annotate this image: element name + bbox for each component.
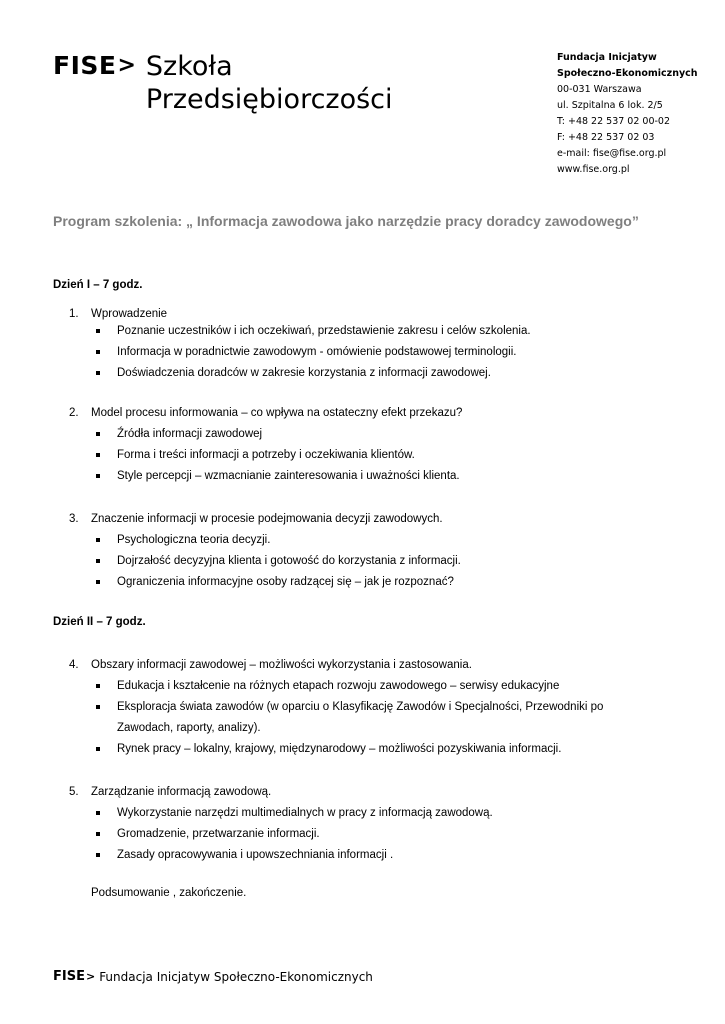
bullet-icon — [96, 453, 100, 457]
bullet-icon — [96, 580, 100, 584]
section-5 — [69, 785, 493, 866]
list-item: Ograniczenia informacyjne osoby radzącej się – jak je rozpoznać? — [69, 572, 461, 593]
section-1 — [69, 307, 531, 384]
list-item: Edukacja i kształcenie na różnych etapach rozwoju zawodowego – serwisy edukacyjne — [69, 676, 647, 697]
section-4 — [69, 658, 647, 760]
list-item: Forma i treści informacji a potrzeby i oczekiwania klientów. — [69, 445, 462, 466]
list-item: Style percepcji – wzmacnianie zainteresowania i uważności klienta. — [69, 466, 462, 487]
document-title: Program szkolenia: „ Informacja zawodowa jako narzędzie pracy doradcy zawodowego” — [53, 213, 639, 229]
fax-number: F: +48 22 537 02 03 — [557, 132, 655, 143]
org-name-line-2: Społeczno-Ekonomicznych — [557, 68, 698, 79]
list-item: Dojrzałość decyzyjna klienta i gotowość do korzystania z informacji. — [69, 551, 461, 572]
bullet-icon — [96, 853, 100, 857]
list-item: Rynek pracy – lokalny, krajowy, międzynarodowy – możliwości pozyskiwania informacji. — [69, 739, 647, 760]
bullet-icon — [96, 371, 100, 375]
day-2-heading: Dzień II – 7 godz. — [53, 616, 146, 628]
section-3 — [69, 512, 461, 593]
street-address: ul. Szpitalna 6 lok. 2/5 — [557, 100, 663, 111]
contact-block — [557, 50, 698, 178]
logo — [53, 50, 393, 116]
bullet-icon — [96, 538, 100, 542]
day-1-heading: Dzień I – 7 godz. — [53, 279, 143, 291]
org-name-line-1: Fundacja Inicjatyw — [557, 52, 657, 63]
bullet-icon — [96, 559, 100, 563]
list-item: Informacja w poradnictwie zawodowym - omówienie podstawowej terminologii. — [69, 342, 531, 363]
section-heading: Obszary informacji zawodowej – możliwości wykorzystania i zastosowania. — [91, 659, 472, 671]
section-number: 4. — [69, 659, 79, 671]
footer — [53, 969, 373, 984]
section-number: 5. — [69, 786, 79, 798]
bullet-icon — [96, 684, 100, 688]
logo-brand: FISE — [53, 51, 117, 80]
list-item: Źródła informacji zawodowej — [69, 424, 462, 445]
bullet-icon — [96, 329, 100, 333]
footer-brand: FISE — [53, 969, 85, 984]
bullet-icon — [96, 350, 100, 354]
list-item: Psychologiczna teoria decyzji. — [69, 530, 461, 551]
list-item: Wykorzystanie narzędzi multimedialnych w pracy z informacją zawodową. — [69, 803, 493, 824]
logo-name — [146, 50, 393, 116]
list-item: Gromadzenie, przetwarzanie informacji. — [69, 824, 493, 845]
section-number: 1. — [69, 308, 79, 320]
logo-line-1: Szkoła — [145, 51, 233, 82]
list-item: Eksploracja świata zawodów (w oparciu o Klasyfikację Zawodów i Specjalności, Przewodniki po Zawodach, raporty, analizy). — [69, 697, 647, 739]
section-heading: Model procesu informowania – co wpływa na ostateczny efekt przekazu? — [91, 407, 463, 419]
section-2 — [69, 406, 462, 487]
section-number: 3. — [69, 513, 79, 525]
bullet-icon — [96, 832, 100, 836]
bullet-icon — [96, 705, 100, 709]
logo-arrow-icon: > — [117, 53, 136, 78]
bullet-icon — [96, 747, 100, 751]
postal-address: 00-031 Warszawa — [557, 84, 642, 95]
bullet-icon — [96, 474, 100, 478]
list-item: Poznanie uczestników i ich oczekiwań, przedstawienie zakresu i celów szkolenia. — [69, 321, 531, 342]
section-heading: Zarządzanie informacją zawodową. — [91, 786, 272, 798]
list-item: Zasady opracowywania i upowszechniania informacji . — [69, 845, 493, 866]
section-heading: Znaczenie informacji w procesie podejmowania decyzji zawodowych. — [91, 513, 443, 525]
footer-text: Fundacja Inicjatyw Społeczno-Ekonomicznych — [99, 969, 373, 984]
footer-arrow-icon: > — [85, 970, 96, 983]
bullet-icon — [96, 811, 100, 815]
list-item: Doświadczenia doradców w zakresie korzystania z informacji zawodowej. — [69, 363, 531, 384]
email-address[interactable]: e-mail: fise@fise.org.pl — [557, 148, 667, 159]
summary-text: Podsumowanie , zakończenie. — [91, 887, 247, 899]
section-heading: Wprowadzenie — [91, 308, 168, 320]
logo-line-2: Przedsiębiorczości — [145, 84, 393, 115]
section-number: 2. — [69, 407, 79, 419]
bullet-icon — [96, 432, 100, 436]
phone-number: T: +48 22 537 02 00-02 — [557, 116, 671, 127]
website-link[interactable]: www.fise.org.pl — [557, 164, 630, 175]
